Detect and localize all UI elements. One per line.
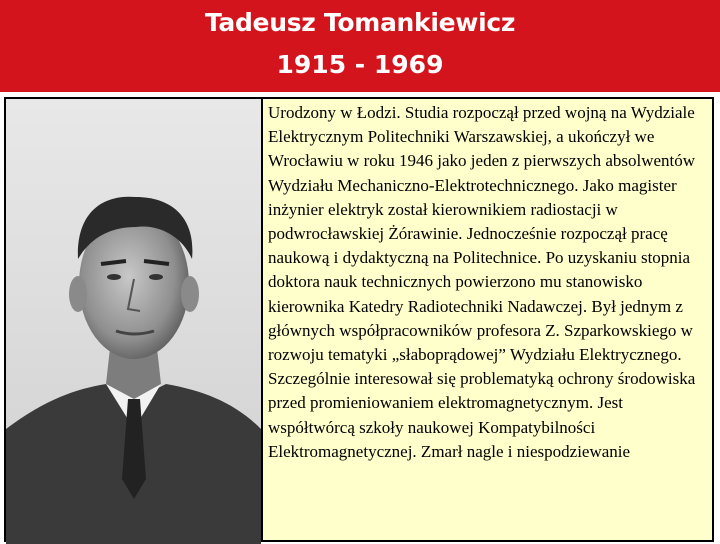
biography-text: Urodzony w Łodzi. Studia rozpoczął przed wojną na Wydziale Elektrycznym Politechniki Warszawskiej, a ukończył we Wrocławiu w roku 1946 jako jeden z pierwszych absolwentów Wydziału Mechaniczno-Elektrotechnicznego. Jako magister inżynier elektryk został kierownikiem radiostacji w podwrocławskiej Żórawinie. Jednocześnie rozpoczął pracę naukową i dydaktyczną na Politechnice. Po uzyskaniu stopnia doktora nauk technicznych powierzono mu stanowisko kierownika Katedry Radiotechniki Nadawczej. Był jednym z głównych współpracowników profesora Z. Szparkowskiego w rozwoju tematyki „słaboprądowej” Wydziału Elektrycznego. Szczególnie interesował się problematyką ochrony środowiska przed promieniowaniem elektromagnetycznym. Jest współtwórcą szkoły naukowej Kompatybilności Elektromagnetycznej. Zmarł nagle i niespodziewanie: [268, 103, 696, 461]
content-panel: [4, 97, 714, 542]
person-name: Tadeusz Tomankiewicz: [204, 8, 516, 37]
life-years: 1915 - 1969: [276, 50, 444, 79]
portrait-photo: [6, 99, 261, 544]
title-banner: [0, 0, 720, 92]
photo-area: [6, 99, 261, 540]
banner-separator: [0, 92, 720, 95]
column-divider: [261, 99, 263, 540]
